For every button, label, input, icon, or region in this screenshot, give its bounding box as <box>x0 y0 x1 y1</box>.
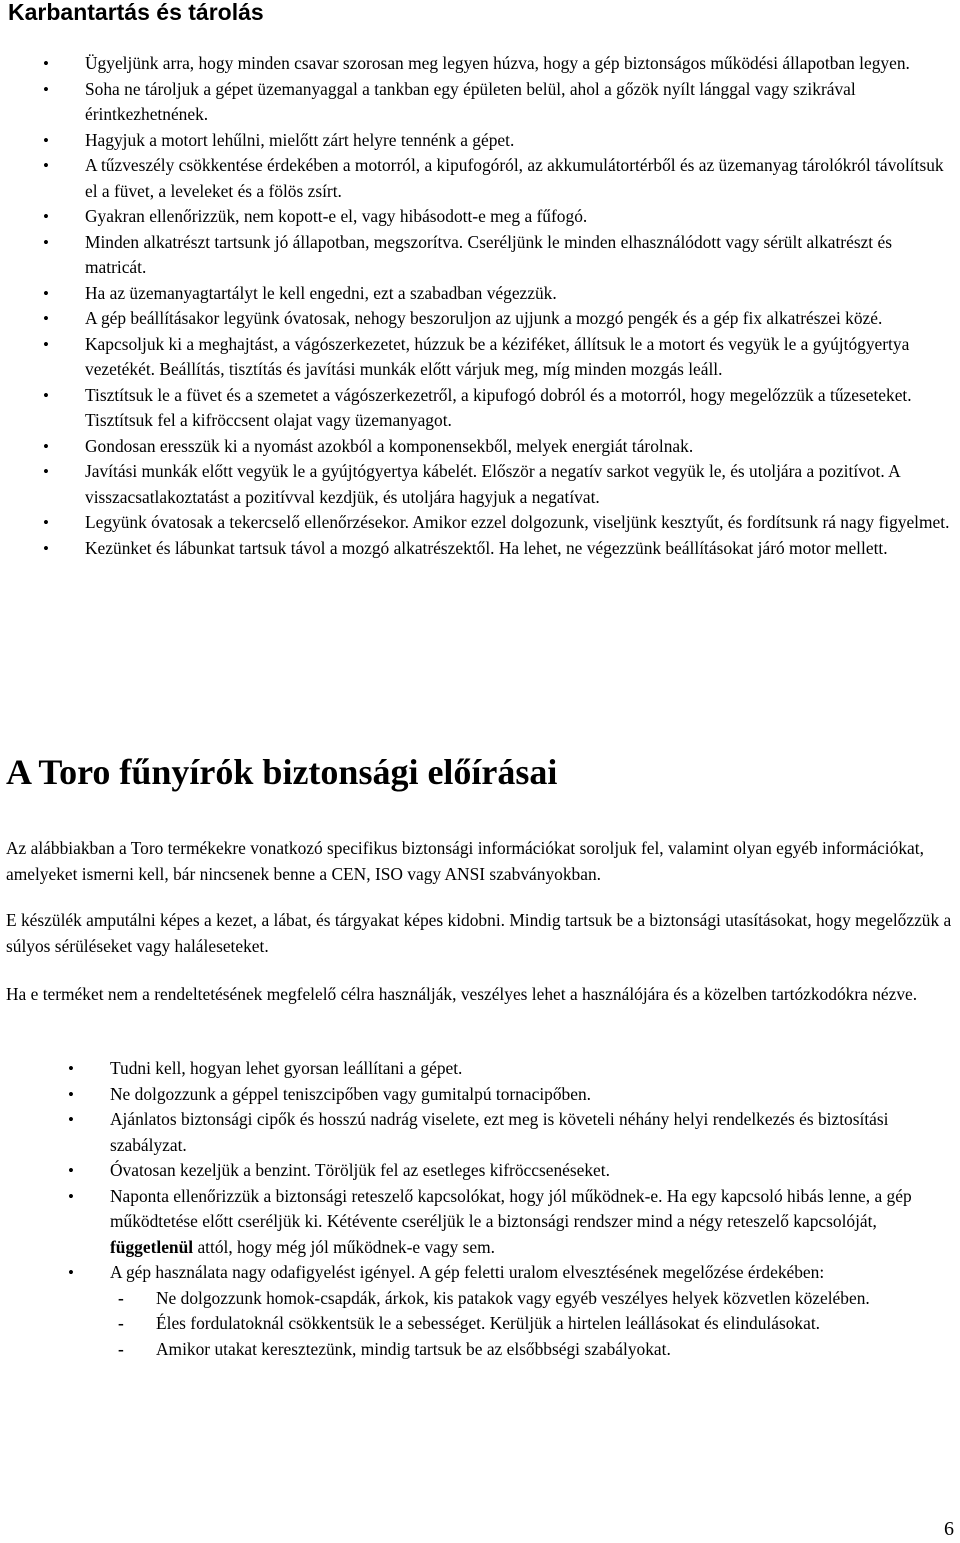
list-item: • Ne dolgozzunk a géppel teniszcipőben vagy gumitalpú tornacipőben. <box>0 1082 960 1108</box>
section-title-safety: A Toro fűnyírók biztonsági előírásai <box>6 752 558 792</box>
sublist-item: - Ne dolgozzunk homok-csapdák, árkok, kis patakok vagy egyéb veszélyes helyek közvetlen közelében. <box>0 1286 956 1312</box>
misuse-paragraph: Ha e terméket nem a rendeltetésének megfelelő célra használják, veszélyes lehet a használójára és a közelben tartózkodókra nézve. <box>6 984 918 1004</box>
list-item <box>0 1260 960 1362</box>
sublist-item: - Éles fordulatoknál csökkentsük le a sebességet. Kerüljük a hirtelen leállásokat és elindulásokat. <box>0 1311 956 1337</box>
list-item: • Tudni kell, hogyan lehet gyorsan leállítani a gépet. <box>0 1056 960 1082</box>
list-item: • Minden alkatrészt tartsunk jó állapotban, megszorítva. Cseréljünk le minden elhasználódott vagy sérült alkatrészt és matricát. <box>0 230 960 281</box>
page-number: 6 <box>944 1518 954 1540</box>
intro-paragraph: Az alábbiakban a Toro termékekre vonatkozó specifikus biztonsági információkat soroljuk fel, valamint olyan egyéb információkat, amelyeket ismerni kell, bár nincsenek benne a CEN, ISO vagy ANSI szabványokban. <box>6 838 924 884</box>
warning-paragraph: E készülék amputálni képes a kezet, a lábat, és tárgyakat képes kidobni. Mindig tartsuk be a biztonsági utasításokat, hogy megelőzzük a súlyos sérüléseket vagy haláleseteket. <box>6 910 952 956</box>
list-item: • A gép beállításakor legyünk óvatosak, nehogy beszoruljon az ujjunk a mozgó pengék és a gép fix alkatrészei közé. <box>0 306 960 332</box>
attention-sublist <box>110 1286 956 1363</box>
list-item <box>0 1184 960 1261</box>
list-item: • Hagyjuk a motort lehűlni, mielőtt zárt helyre tennénk a gépet. <box>0 128 960 154</box>
list-item: • Ajánlatos biztonsági cipők és hosszú nadrág viselete, ezt meg is követeli néhány helyi rendelkezés és biztosítási szabályzat. <box>0 1107 960 1158</box>
interlock-text: Naponta ellenőrizzük a biztonsági reteszelő kapcsolókat, hogy jól működnek-e. Ha egy kapcsoló hibás lenne, a gép működtetése előtt cseréljük ki. Kétévente cseréljük le a biztonsági rendszer mind a négy reteszelő kapcsolóját, <box>110 1185 912 1231</box>
interlock-text-end: attól, hogy még jól működnek-e vagy sem. <box>193 1236 495 1257</box>
attention-text: A gép használata nagy odafigyelést igényel. A gép feletti uralom elvesztésének megelőzése érdekében: <box>110 1262 825 1282</box>
section-title-maintenance: Karbantartás és tárolás <box>8 0 264 25</box>
list-item: • Javítási munkák előtt vegyük le a gyújtógyertya kábelét. Először a negatív sarkot vegyük le, és utoljára a pozitívot. A visszacsatlakoztatást a pozitívval kezdjük, és utoljára hagyjuk a negatívat. <box>0 459 960 510</box>
safety-list <box>0 1056 960 1362</box>
list-item: • Kapcsoljuk ki a meghajtást, a vágószerkezetet, húzzuk be a kéziféket, állítsuk le a motort és vegyük le a gyújtógyertya vezetékét. Beállítás, tisztítás és javítási munkák előtt várjuk meg, míg minden mozgás leáll. <box>0 332 960 383</box>
list-item: • Legyünk óvatosak a tekercselő ellenőrzésekor. Amikor ezzel dolgozunk, viseljünk kesztyűt, és fordítsunk rá nagy figyelmet. <box>0 510 960 536</box>
list-item: • Kezünket és lábunkat tartsuk távol a mozgó alkatrészektől. Ha lehet, ne végezzünk beállításokat járó motor mellett. <box>0 536 960 562</box>
sublist-item: - Amikor utakat keresztezünk, mindig tartsuk be az elsőbbségi szabályokat. <box>0 1337 956 1363</box>
list-item: • Gyakran ellenőrizzük, nem kopott-e el, vagy hibásodott-e meg a fűfogó. <box>0 204 960 230</box>
list-item: • Ha az üzemanyagtartályt le kell engedni, ezt a szabadban végezzük. <box>0 281 960 307</box>
list-item: • Ügyeljünk arra, hogy minden csavar szorosan meg legyen húzva, hogy a gép biztonságos működési állapotban legyen. <box>0 51 960 77</box>
list-item: • Soha ne tároljuk a gépet üzemanyaggal a tankban egy épületen belül, ahol a gőzök nyílt lánggal vagy szikrával érintkezhetnének. <box>0 77 960 128</box>
maintenance-list <box>0 51 960 561</box>
list-item: • Tisztítsuk le a füvet és a szemetet a vágószerkezetről, a kipufogó dobról és a motorról, hogy megelőzzük a tűzeseteket. Tisztítsuk fel a kifröccsent olajat vagy üzemanyagot. <box>0 383 960 434</box>
list-item: • Gondosan eresszük ki a nyomást azokból a komponensekből, melyek energiát tárolnak. <box>0 434 960 460</box>
interlock-bold-text: függetlenül <box>110 1236 194 1257</box>
list-item: • Óvatosan kezeljük a benzint. Töröljük fel az esetleges kifröccsenéseket. <box>0 1158 960 1184</box>
list-item: • A tűzveszély csökkentése érdekében a motorról, a kipufogóról, az akkumulátortérből és az üzemanyag tárolókról távolítsuk el a füvet, a leveleket és a fölös zsírt. <box>0 153 960 204</box>
